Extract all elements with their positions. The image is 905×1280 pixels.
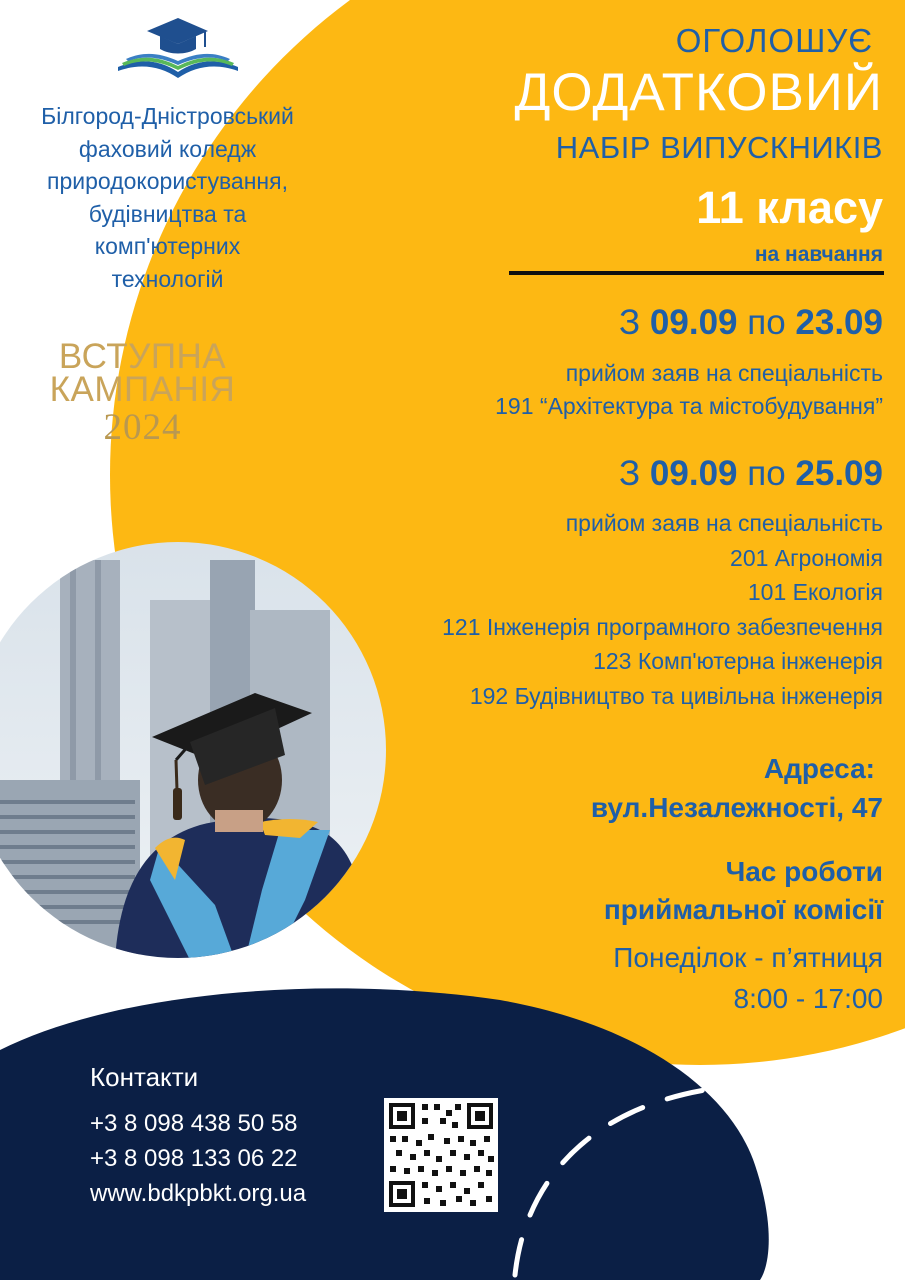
- for-study-text: на навчання: [754, 243, 883, 266]
- specialty-item: 123 Комп'ютерна інженерія: [593, 648, 883, 674]
- specialty-item: 121 Інженерія програмного забезпечення: [442, 613, 883, 640]
- period1-info: [495, 357, 883, 423]
- period2-dates: [619, 454, 883, 494]
- period2-info: [442, 506, 883, 713]
- period1-intro: прийом заяв на спеціальність: [565, 360, 883, 386]
- divider-line: [509, 271, 884, 275]
- website-link[interactable]: www.bdkpbkt.org.ua: [90, 1180, 307, 1207]
- period2-intro: прийом заяв на спеціальність: [565, 510, 883, 536]
- college-name-line: Білгород-Дністровський: [41, 103, 294, 129]
- college-name-line: технологій: [111, 265, 224, 292]
- hours-days: Понеділок - п’ятниця: [613, 942, 883, 973]
- specialty-item: 101 Екологія: [747, 579, 883, 605]
- campaign-line: ВСТУПНА: [58, 337, 227, 376]
- qr-code: [384, 1098, 498, 1212]
- period2-to-date: 25.09: [795, 454, 883, 493]
- period2-to-word: по: [747, 454, 786, 493]
- college-name-line: природокористування,: [47, 168, 288, 194]
- period1-to-word: по: [747, 303, 786, 342]
- campaign-line: КАМПАНІЯ: [49, 370, 236, 409]
- hours-label: Час роботи: [725, 856, 883, 887]
- recruitment-text: НАБІР ВИПУСКНИКІВ: [555, 130, 883, 165]
- admission-campaign-title: [30, 337, 255, 409]
- additional-text: ДОДАТКОВИЙ: [514, 63, 883, 122]
- grade-text: 11 класу: [696, 182, 883, 233]
- hours-label-2: приймальної комісії: [603, 894, 883, 925]
- phone-1[interactable]: +3 8 098 438 50 58: [90, 1110, 298, 1137]
- college-name-line: комп'ютерних: [94, 233, 241, 259]
- campaign-year: 2024: [103, 407, 182, 448]
- period1-from-date: 09.09: [649, 303, 738, 342]
- period2-from-date: 09.09: [649, 454, 738, 493]
- phone-2[interactable]: +3 8 098 133 06 22: [90, 1145, 298, 1172]
- period1-to-date: 23.09: [795, 303, 883, 342]
- address-label: Адреса:: [763, 753, 875, 784]
- college-name: [0, 100, 335, 295]
- address-value: вул.Незалежності, 47: [590, 792, 883, 823]
- college-name-line: фаховий коледж: [78, 135, 257, 162]
- specialty-item: 191 “Архітектура та містобудування”: [495, 393, 883, 419]
- contacts-title: Контакти: [90, 1062, 199, 1092]
- specialty-item: 201 Агрономія: [730, 544, 883, 571]
- hours-time: 8:00 - 17:00: [733, 983, 883, 1014]
- period1-from-word: З: [619, 303, 641, 342]
- announces-text: ОГОЛОШУЄ: [675, 22, 873, 59]
- specialty-item: 192 Будівництво та цивільна інженерія: [469, 682, 883, 709]
- college-name-line: будівництва та: [88, 200, 247, 227]
- period1-dates: [619, 303, 883, 343]
- period2-from-word: З: [619, 454, 641, 493]
- graduation-cap-book-logo: [118, 18, 238, 78]
